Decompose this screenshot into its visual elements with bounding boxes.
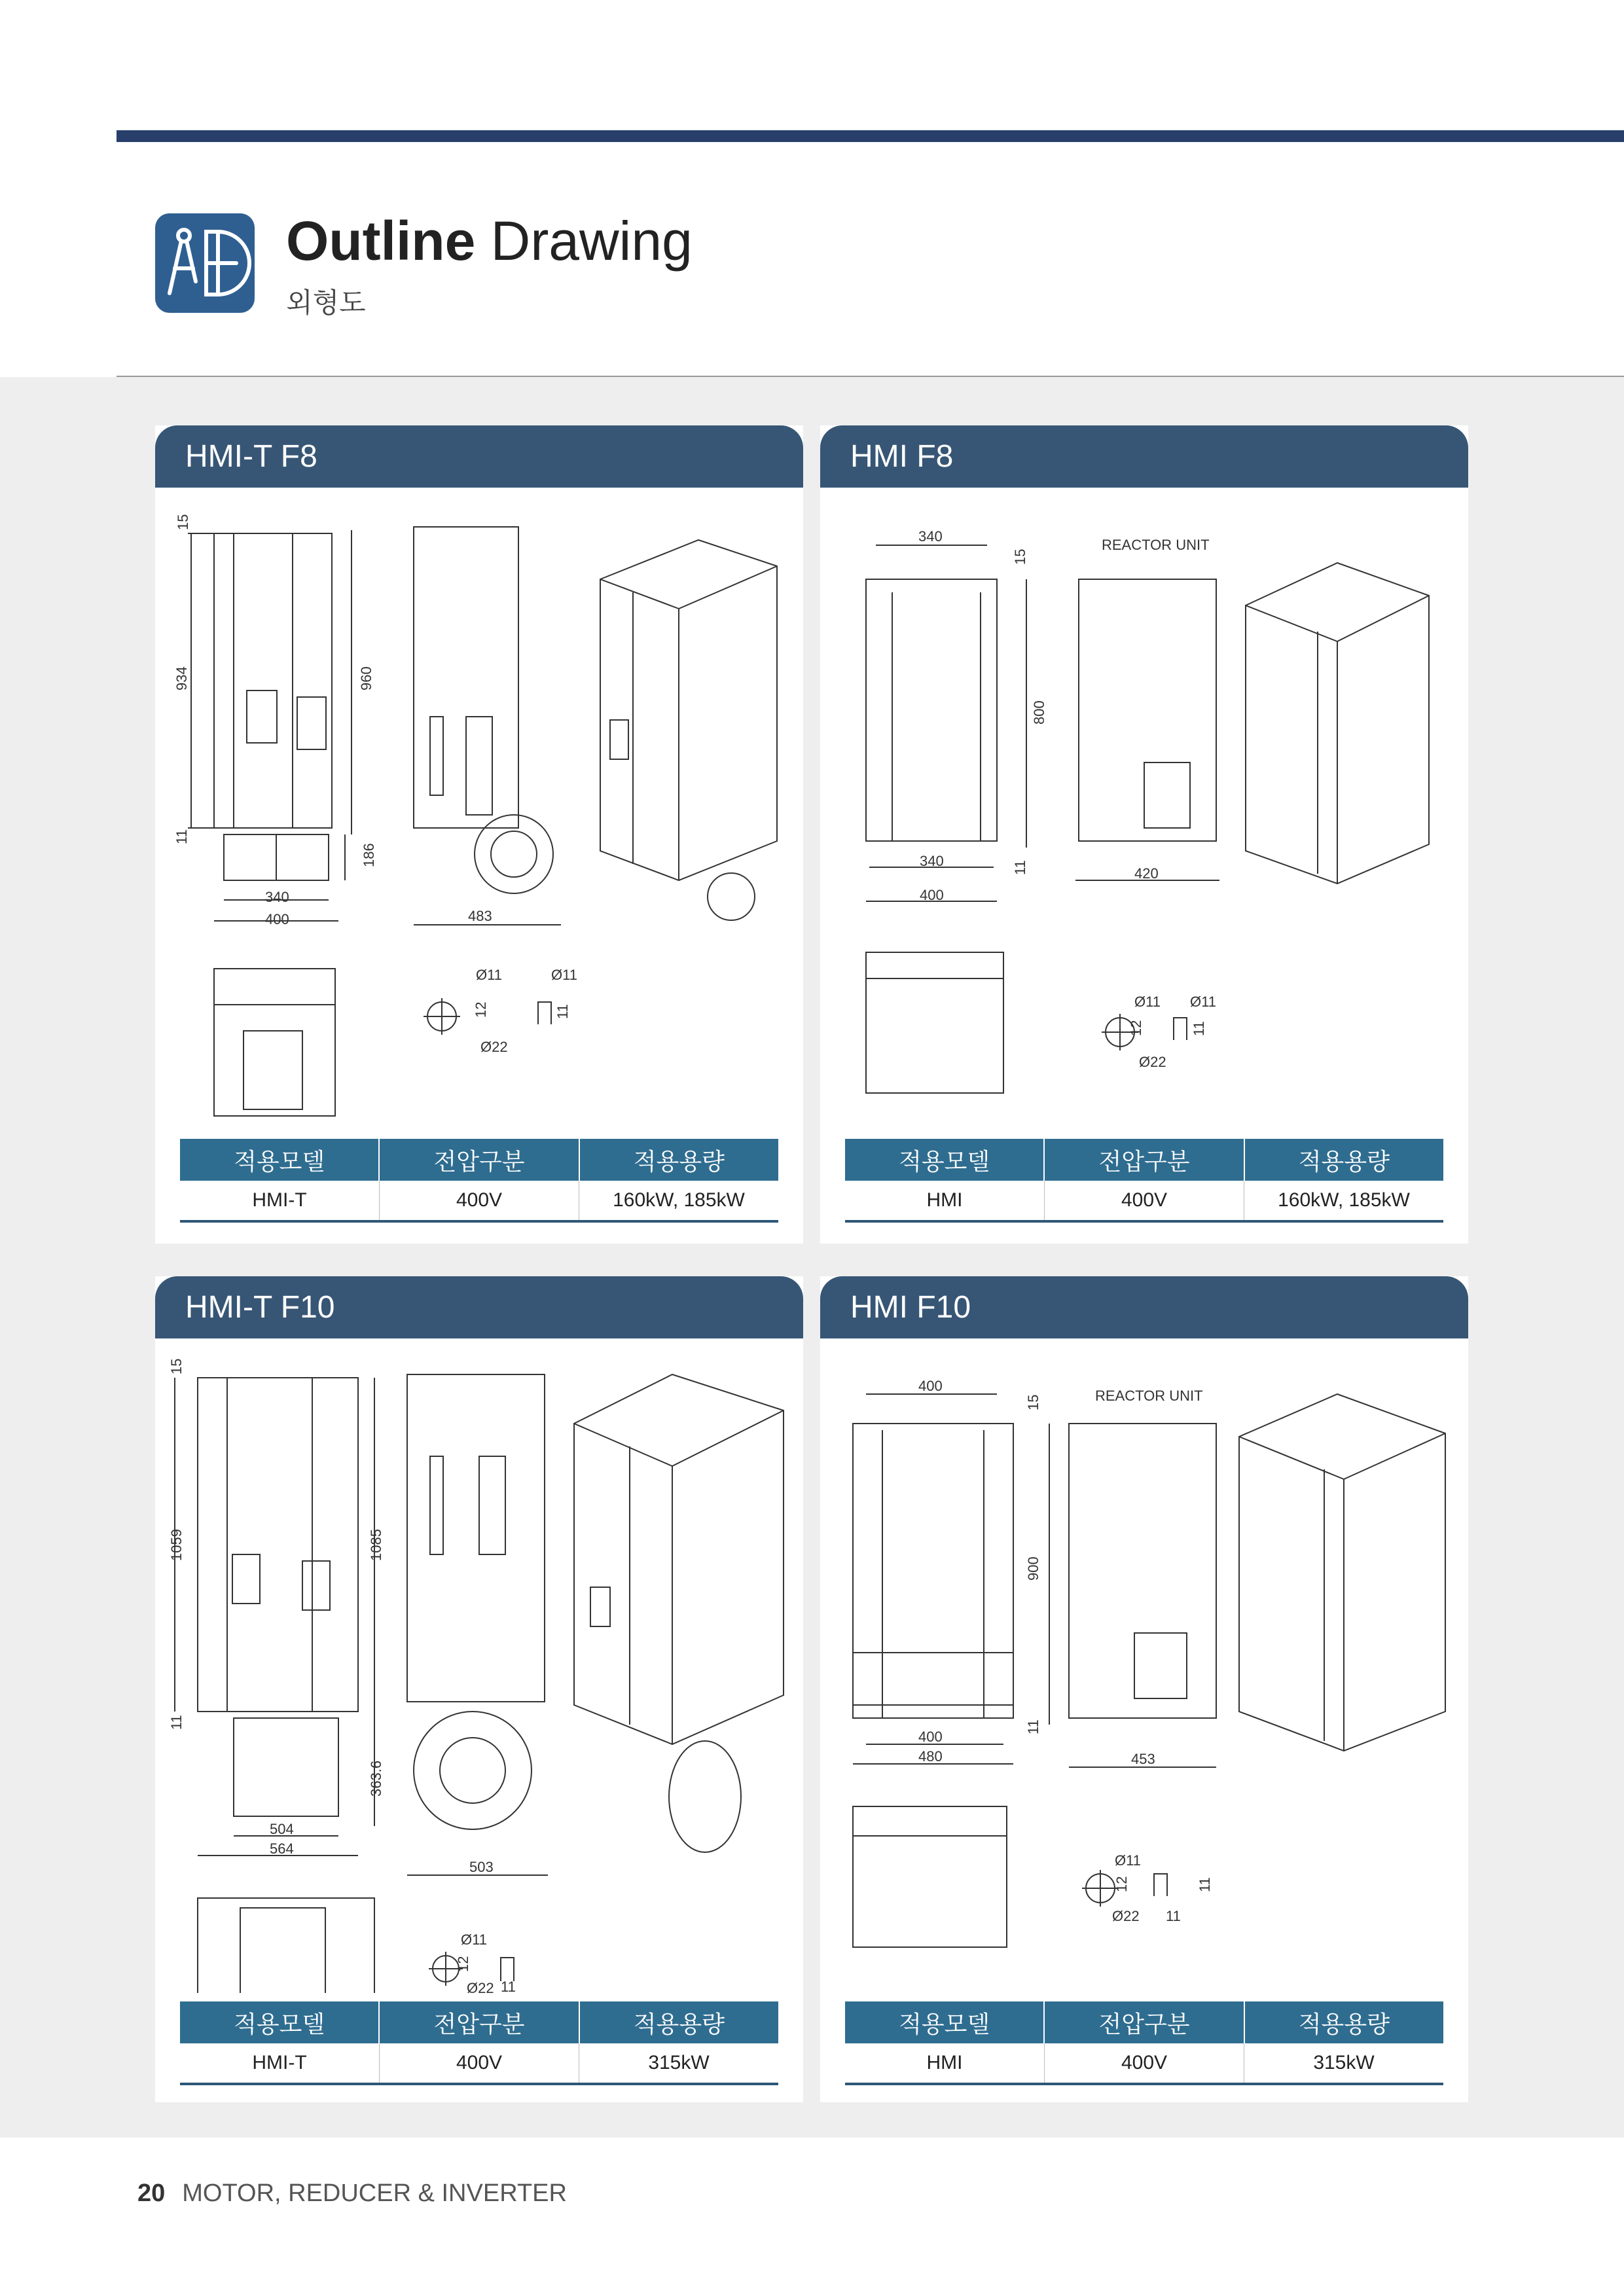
hole-label: 11 [1191, 1021, 1207, 1036]
panel-title: HMI F10 [850, 1290, 971, 1325]
reactor-unit-front [1079, 579, 1216, 841]
cell-capacity: 160kW, 185kW [579, 1181, 778, 1220]
dim-label: 400 [920, 887, 944, 903]
hole-label: 11 [554, 1004, 571, 1019]
dim-label: 340 [920, 853, 944, 869]
header-capacity: 적용용량 [579, 1139, 778, 1181]
compass-drafting-icon [155, 213, 255, 313]
dim-label: 340 [918, 528, 943, 545]
dim-label: 480 [918, 1748, 943, 1765]
hole-label: 12 [1128, 1020, 1144, 1036]
dim-label: 11 [168, 1715, 185, 1730]
panel-header [820, 425, 1468, 488]
top-rule [117, 130, 1624, 142]
table-row [845, 2043, 1443, 2085]
dim-label: 400 [918, 1729, 943, 1745]
dim-label: 15 [168, 1358, 185, 1374]
bottom-view [198, 1898, 374, 1993]
outline-drawing [820, 1338, 1468, 1993]
hole-label: Ø11 [1190, 994, 1216, 1010]
cell-capacity: 160kW, 185kW [1244, 1181, 1443, 1220]
dim-label: 186 [361, 843, 377, 867]
panel-title: HMI-T F8 [185, 439, 317, 474]
table-row [845, 1181, 1443, 1223]
header-model: 적용모델 [899, 2010, 990, 2037]
hole-label: Ø11 [1134, 994, 1161, 1010]
dim-label: 504 [270, 1821, 294, 1837]
spec-table [180, 2001, 778, 2085]
dim-label: 483 [468, 908, 492, 924]
hole-label: 12 [473, 1001, 489, 1018]
bottom-view [214, 969, 335, 1116]
side-view-cabinet [407, 1374, 545, 1702]
header-model: 적용모델 [234, 2010, 325, 2037]
dim-label: 453 [1131, 1751, 1155, 1767]
panel-hmi-f10 [820, 1276, 1468, 2102]
reactor-label: REACTOR UNIT [1095, 1388, 1203, 1404]
page-subtitle: 외형도 [286, 287, 366, 318]
dim-label: 340 [265, 889, 289, 905]
dim-label: 15 [175, 514, 191, 530]
panel-header [820, 1276, 1468, 1338]
dim-label: 503 [469, 1859, 494, 1875]
cell-model: HMI [926, 2052, 963, 2073]
front-view-cabinet [866, 579, 997, 841]
cell-voltage: 400V [1044, 1181, 1244, 1220]
dim-label: 900 [1025, 1556, 1041, 1581]
section-logo [155, 213, 255, 313]
header-voltage: 전압구분 [1043, 2001, 1243, 2043]
header-model: 적용모델 [234, 1147, 325, 1175]
spec-table [845, 1139, 1443, 1223]
spec-table-header [180, 1139, 778, 1181]
dim-label: 800 [1031, 700, 1047, 725]
header-capacity: 적용용량 [1244, 2001, 1443, 2043]
hole-label: 11 [1197, 1877, 1213, 1892]
cell-model: HMI-T [252, 2052, 307, 2073]
hole-label: Ø11 [551, 967, 577, 983]
dim-label: 15 [1012, 548, 1028, 565]
dim-label: 1085 [368, 1529, 384, 1561]
header-voltage: 전압구분 [1043, 1139, 1243, 1181]
header-voltage: 전압구분 [378, 2001, 578, 2043]
reactor-unit-front [1069, 1424, 1216, 1718]
iso-view-cabinet [600, 540, 777, 880]
spec-table-header [845, 1139, 1443, 1181]
header-capacity: 적용용량 [579, 2001, 778, 2043]
reactor-label: REACTOR UNIT [1102, 537, 1210, 553]
cell-capacity: 315kW [1244, 2043, 1443, 2083]
spec-table [845, 2001, 1443, 2085]
outline-drawing [155, 488, 803, 1136]
terminal-block-view [866, 952, 1003, 1093]
dim-label: 363.6 [368, 1760, 384, 1797]
dim-label: 400 [918, 1378, 943, 1394]
front-view-cabinet [198, 1378, 358, 1712]
header-voltage: 전압구분 [378, 1139, 578, 1181]
hole-label: 11 [501, 1979, 516, 1993]
hole-label: 12 [1113, 1876, 1130, 1892]
hole-label: Ø11 [461, 1931, 487, 1948]
dim-label: 11 [173, 829, 190, 844]
blower-fan [475, 815, 553, 893]
dim-label: 934 [173, 666, 190, 691]
cell-voltage: 400V [379, 1181, 579, 1220]
hole-label: 11 [1166, 1908, 1181, 1924]
dim-label: 11 [1025, 1719, 1041, 1734]
panel-hmi-t-f8 [155, 425, 803, 1244]
outline-drawing [820, 488, 1468, 1136]
outline-drawing [155, 1338, 803, 1993]
table-row [180, 2043, 778, 2085]
front-view-cabinet [853, 1424, 1013, 1718]
dim-label: 420 [1134, 865, 1159, 882]
cell-capacity: 315kW [579, 2043, 778, 2083]
panel-header [155, 425, 803, 488]
table-row [180, 1181, 778, 1223]
dim-label: 400 [265, 911, 289, 927]
cell-voltage: 400V [379, 2043, 579, 2083]
hole-label: Ø22 [467, 1980, 494, 1993]
dim-label: 564 [270, 1840, 294, 1857]
header-model: 적용모델 [899, 1147, 990, 1175]
spec-table [180, 1139, 778, 1223]
hole-label: Ø22 [1139, 1054, 1166, 1070]
front-view-cabinet [214, 533, 332, 828]
cell-model: HMI [926, 1189, 963, 1211]
terminal-block-view [853, 1806, 1007, 1947]
hole-label: Ø22 [480, 1039, 508, 1055]
panel-hmi-t-f10 [155, 1276, 803, 2102]
footer-text: MOTOR, REDUCER & INVERTER [182, 2179, 567, 2207]
hole-label: Ø11 [1115, 1852, 1141, 1869]
panel-header [155, 1276, 803, 1338]
page-title: Outline Drawing [286, 210, 693, 272]
panel-title: HMI-T F10 [185, 1290, 335, 1325]
blower-fan [414, 1712, 532, 1829]
cell-voltage: 400V [1044, 2043, 1244, 2083]
spec-table-header [845, 2001, 1443, 2043]
panel-title: HMI F8 [850, 439, 954, 474]
hole-label: Ø22 [1112, 1908, 1140, 1924]
dim-label: 11 [1012, 860, 1028, 875]
hole-label: 12 [455, 1956, 471, 1972]
hole-label: Ø11 [476, 967, 502, 983]
dim-label: 1059 [168, 1529, 185, 1561]
cell-model: HMI-T [252, 1189, 307, 1211]
dim-label: 960 [358, 666, 374, 691]
iso-view-cabinet [574, 1374, 784, 1744]
dim-label: 15 [1025, 1394, 1041, 1410]
panel-hmi-f8 [820, 425, 1468, 1244]
spec-table-header [180, 2001, 778, 2043]
page-footer [137, 2179, 567, 2208]
header-capacity: 적용용량 [1244, 1139, 1443, 1181]
page-number: 20 [137, 2179, 166, 2207]
fan-box [234, 1718, 338, 1816]
